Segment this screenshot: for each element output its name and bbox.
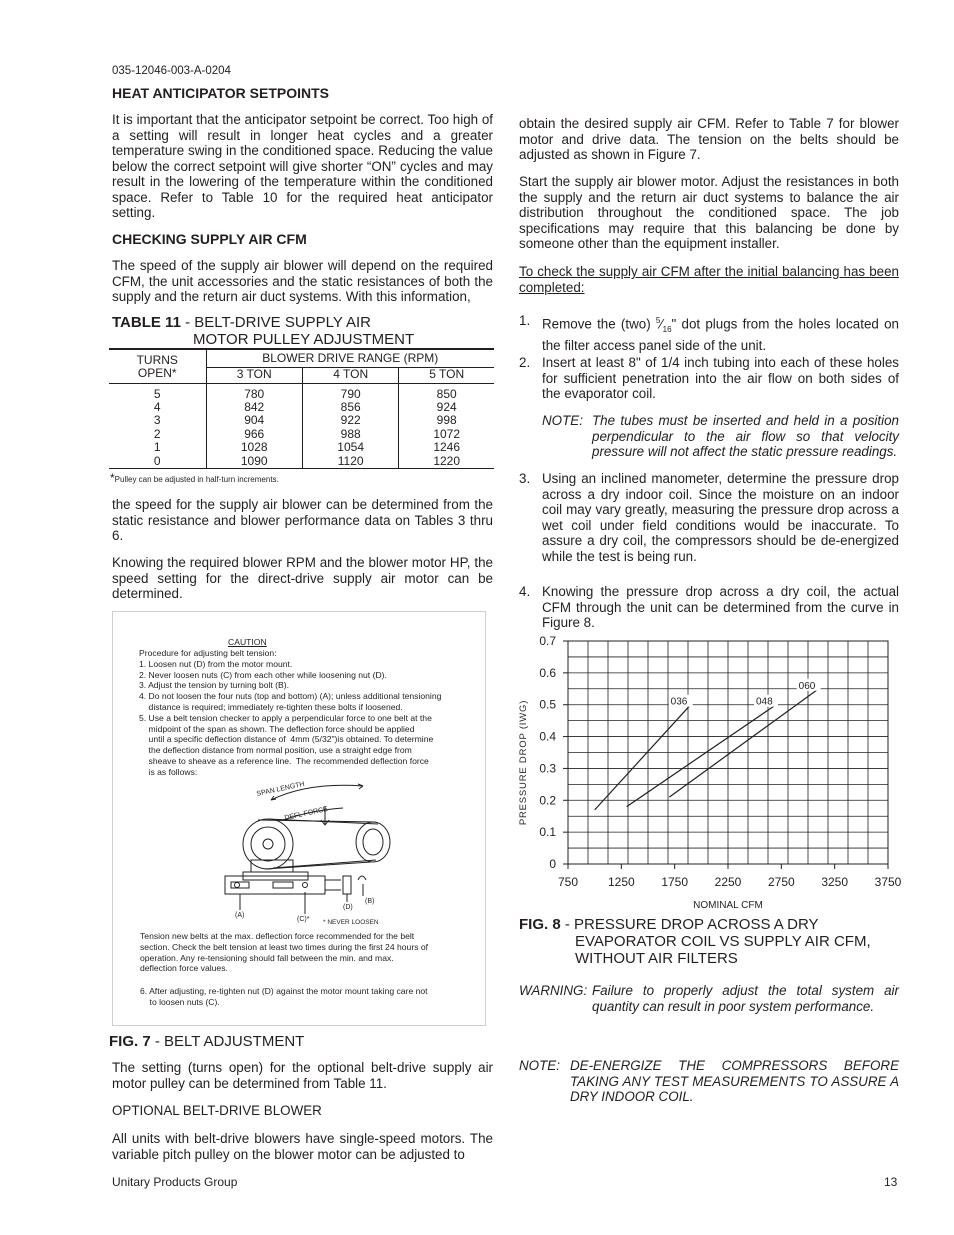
step-1-text: Remove the (two) $^5⁄_{16}$" dot plugs from the holes located on the filter access panel side of the unit.: [542, 316, 899, 353]
fig-8-line2: EVAPORATOR COIL VS SUPPLY AIR CFM,: [575, 933, 871, 950]
warning-note: [519, 983, 899, 1014]
table-cell: 5: [153, 386, 161, 401]
procedure-line: distance is required; immediately re-tighten these bolts if loosened.: [139, 701, 403, 712]
tubes-note: [542, 413, 899, 460]
tension-instructions: [140, 931, 480, 974]
table-cell: 922: [302, 414, 398, 427]
table-11-label: TABLE 11: [112, 314, 181, 331]
col-3-ton: 3 TON: [206, 367, 302, 383]
note-text: The tubes must be inserted and held in a position perpendicular to the air flow so that velocity pressure will not affect the static pressure readings.: [592, 413, 899, 459]
footnote-star: *: [110, 471, 115, 485]
footnote-text: Pulley can be adjusted in half-turn increments.: [114, 475, 279, 484]
obtain-cfm-text: obtain the desired supply air CFM. Refer to Table 7 for blower motor and drive data. The tension on the belts should be adjusted as shown in Figure 7.: [519, 116, 899, 162]
checking-cfm-heading: CHECKING SUPPLY AIR CFM: [112, 231, 307, 247]
warning-label: WARNING:: [519, 983, 588, 998]
col-4-ton: 4 TON: [302, 367, 398, 383]
fig-8-caption: [519, 916, 899, 967]
tension-line: Tension new belts at the max. deflection force recommended for the belt: [140, 931, 415, 941]
all-units-text: All units with belt-drive blowers have single-speed motors. The variable pitch pulley on the blower motor can be adjusted to: [112, 1131, 493, 1162]
note-label: NOTE:: [542, 413, 583, 428]
procedure-line: 3. Adjust the tension by turning bolt (B).: [139, 680, 290, 691]
table-cell: 0: [109, 455, 206, 469]
procedure-line: the deflection distance from normal position, use a straight edge from: [139, 745, 412, 756]
step-1-post: " dot plugs from the holes located on the filter access panel side of the unit.: [542, 316, 899, 353]
x-tick-label: 750: [557, 875, 579, 889]
never-loosen-note: * NEVER LOOSEN: [323, 919, 379, 926]
table-11-title: [112, 314, 414, 348]
table-cell: 924: [399, 401, 494, 414]
step-1-pre: Remove the (two): [542, 316, 656, 332]
x-axis-label: NOMINAL CFM: [693, 900, 763, 911]
label-c: (C)*: [297, 916, 310, 923]
procedure-line: 4. Do not loosen the four nuts (top and bottom) (A); unless additional tensioning: [139, 691, 442, 702]
tension-line: deflection force values.: [140, 963, 228, 974]
col-5-ton: 5 TON: [399, 367, 494, 383]
checking-cfm-text: The speed of the supply air blower will depend on the required CFM, the unit accessories and the static resistances of both the supply and the return air duct systems. With this information,: [112, 258, 493, 304]
table-row: [109, 401, 494, 414]
fig-7-label: FIG. 7: [109, 1033, 151, 1050]
procedure-line: until a specific deflection distance of 4mm (5/32")is obtained. To determine: [139, 734, 434, 745]
table-cell: 1120: [302, 455, 398, 469]
y-tick-label: 0.6: [539, 665, 556, 680]
caution-title: CAUTION: [228, 637, 267, 647]
de-energize-note: [519, 1058, 899, 1105]
procedure-line: sheave to sheave as a reference line. The recommended deflection force: [139, 755, 429, 766]
tension-line: section. Check the belt tension at least two times during the first 24 hours of: [140, 941, 429, 952]
step-number: 3.: [519, 471, 531, 486]
table-cell: 1028: [206, 441, 302, 454]
table-cell: 1: [153, 440, 161, 455]
footer-publisher: Unitary Products Group: [112, 1175, 238, 1189]
table-11-title-line2: MOTOR PULLEY ADJUSTMENT: [193, 331, 415, 348]
fig-7-belt-adjustment: [112, 611, 486, 1026]
step-6-instructions: [140, 986, 480, 1008]
step-3-text: Using an inclined manometer, determine the pressure drop across a dry indoor coil. Since the moisture on an indoor coil may vary greatly, measuring the pressure drop across a wet coil under field conditions would be inaccurate. To assure a dry coil, the compressors should be de-energized while the test is being run.: [542, 471, 899, 564]
step-number: 1.: [519, 313, 531, 328]
fig-8-line3: WITHOUT AIR FILTERS: [575, 950, 738, 967]
fig-8-pressure-drop-chart: [512, 630, 907, 915]
step6-line: to loosen nuts (C).: [140, 996, 220, 1007]
y-tick-label: 0: [549, 857, 556, 871]
table-cell: 3: [153, 413, 161, 428]
fraction-numerator: 5: [655, 316, 661, 325]
belt-drive-diagram: [213, 772, 423, 932]
caution-procedure: [139, 648, 479, 778]
step-number: 2.: [519, 355, 531, 370]
y-tick-label: 0.5: [539, 697, 556, 712]
fig-8-label: FIG. 8: [519, 916, 561, 933]
y-axis-label: PRESSURE DROP (IWG): [518, 699, 529, 826]
document-number: 035-12046-003-A-0204: [112, 65, 231, 77]
defl-force-label: DEFL FORCE: [283, 805, 329, 822]
step-2: [519, 355, 899, 402]
table-cell: 1246: [399, 441, 494, 454]
procedure-line: Procedure for adjusting belt tension:: [139, 648, 277, 658]
y-tick-label: 0.4: [539, 729, 556, 744]
x-tick-label: 3750: [874, 875, 902, 889]
table-cell: 904: [206, 414, 302, 427]
table-row: [109, 455, 494, 469]
label-a: (A): [235, 912, 245, 919]
procedure-line: midpoint of the span as shown. The deflection force should be applied: [139, 723, 415, 734]
series-label-036: 036: [670, 696, 688, 708]
step-3: [519, 471, 899, 564]
direct-drive-text: Knowing the required blower RPM and the blower motor HP, the speed setting for the direct-drive supply air motor can be determined.: [112, 555, 493, 601]
start-blower-text: Start the supply air blower motor. Adjust the resistances in both the supply and the return air duct systems to balance the air distribution throughout the conditioned space. The job specifications may require that this balancing be done by someone other than the equipment installer.: [519, 174, 899, 251]
table-row: [109, 441, 494, 454]
span-length-label: SPAN LENGTH: [255, 780, 306, 798]
label-b: (B): [365, 898, 375, 905]
y-tick-label: 0.3: [539, 761, 556, 776]
heat-anticipator-text: It is important that the anticipator setpoint be correct. Too high of a setting will result in longer heat cycles and a greater temperature swing in the conditioned space. Reducing the value below the correct setpoint will give shorter “ON” cycles and may result in the lowering of the temperature within the conditioned space. Refer to Table 10 for the required heat anticipator setting.: [112, 112, 493, 220]
procedure-line: 5. Use a belt tension checker to apply a perpendicular force to one belt at the: [139, 712, 432, 723]
series-label-060: 060: [798, 680, 816, 692]
step-number: 4.: [519, 584, 531, 599]
check-cfm-heading: To check the supply air CFM after the initial balancing has been completed:: [519, 264, 899, 295]
fig-7-caption: [109, 1033, 304, 1050]
step-2-text: Insert at least 8" of 1/4 inch tubing into each of these holes for sufficient penetration into the air flow on both sides of the evaporator coil.: [542, 355, 899, 401]
label-d: (D): [343, 904, 353, 911]
table-11-title-line1: - BELT-DRIVE SUPPLY AIR: [180, 314, 371, 331]
table-cell: 780: [206, 383, 302, 401]
turns-open-header: [109, 349, 206, 383]
table-cell: 856: [302, 401, 398, 414]
table-cell: 1054: [302, 441, 398, 454]
table-cell: 850: [399, 383, 494, 401]
step-4-text: Knowing the pressure drop across a dry coil, the actual CFM through the unit can be determined from the curve in Figure 8.: [542, 584, 899, 630]
step6-line: 6. After adjusting, re-tighten nut (D) against the motor mount taking care not: [140, 986, 428, 996]
table-row: [109, 414, 494, 427]
y-tick-label: 0.1: [539, 825, 556, 840]
turns-header-line2: OPEN*: [137, 366, 177, 381]
heat-anticipator-heading: HEAT ANTICIPATOR SETPOINTS: [112, 85, 330, 101]
table-11-footnote: [110, 472, 279, 486]
fig-7-caption-text: - BELT ADJUSTMENT: [150, 1033, 305, 1050]
setting-text: The setting (turns open) for the optional belt-drive supply air motor pulley can be determined from Table 11.: [112, 1060, 493, 1091]
y-tick-label: 0.7: [539, 634, 556, 648]
step-4: [519, 584, 899, 631]
table-cell: 1090: [206, 455, 302, 469]
tension-line: operation. Any re-tensioning should fall between the min. and max.: [140, 952, 394, 963]
table-cell: 842: [206, 401, 302, 414]
fig-8-line1: - PRESSURE DROP ACROSS A DRY: [560, 916, 819, 933]
procedure-line: is as follows:: [139, 766, 198, 777]
x-tick-label: 2750: [767, 875, 795, 889]
procedure-line: 1. Loosen nut (D) from the motor mount.: [139, 658, 293, 669]
blower-drive-range-header: BLOWER DRIVE RANGE (RPM): [206, 349, 494, 367]
x-tick-label: 3250: [821, 875, 849, 889]
table-cell: 790: [302, 383, 398, 401]
speed-determination-text: the speed for the supply air blower can be determined from the static resistance and blower performance data on Tables 3 thru 6.: [112, 497, 493, 543]
table-row: [109, 428, 494, 441]
table-cell: 998: [399, 414, 494, 427]
table-cell: 1220: [399, 455, 494, 469]
note-label: NOTE:: [519, 1058, 560, 1073]
step-1: [519, 313, 899, 353]
x-tick-label: 1750: [661, 875, 689, 889]
warning-text: Failure to properly adjust the total system air quantity can result in poor system performance.: [592, 983, 899, 1014]
table-11: [109, 348, 494, 469]
table-cell: 988: [302, 428, 398, 441]
y-tick-label: 0.2: [539, 793, 556, 808]
procedure-line: 2. Never loosen nuts (C) from each other while loosening nut (D).: [139, 669, 387, 680]
series-line-048: [627, 705, 776, 807]
fraction-denominator: 16: [662, 325, 672, 335]
table-row: [109, 383, 494, 401]
turns-header-line1: TURNS: [136, 352, 178, 367]
table-cell: 4: [153, 399, 161, 414]
page-number: 13: [884, 1175, 898, 1189]
optional-belt-drive-label: OPTIONAL BELT-DRIVE BLOWER: [112, 1103, 322, 1118]
x-tick-label: 2250: [714, 875, 742, 889]
series-label-048: 048: [756, 696, 773, 708]
x-tick-label: 1250: [607, 875, 635, 889]
note-text: DE-ENERGIZE THE COMPRESSORS BEFORE TAKING ANY TEST MEASUREMENTS TO ASSURE A DRY INDOOR COIL.: [570, 1058, 899, 1104]
table-cell: 2: [153, 426, 161, 441]
table-cell: 966: [206, 428, 302, 441]
table-cell: 1072: [399, 428, 494, 441]
